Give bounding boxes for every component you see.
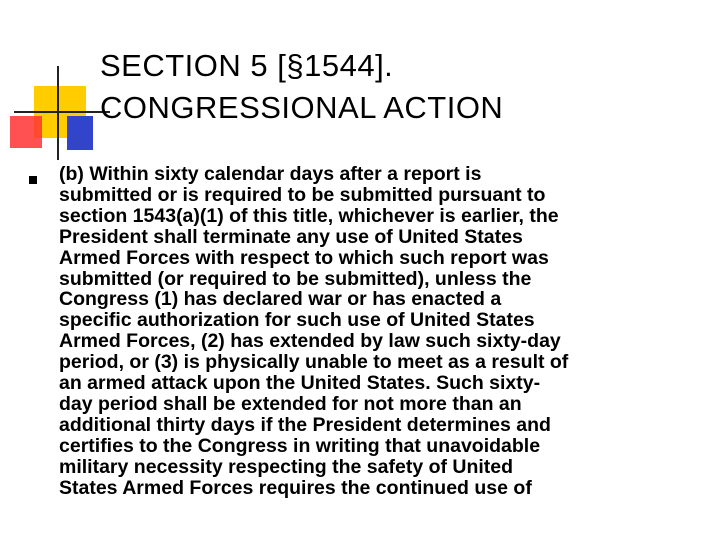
- red-square-decoration: [10, 116, 42, 148]
- paragraph-line: Congress (1) has declared war or has enacted a: [59, 288, 502, 311]
- paragraph-line: period, or (3) is physically unable to meet as a result of: [59, 351, 569, 374]
- paragraph-line: specific authorization for such use of United States: [59, 309, 535, 332]
- paragraph-line: Armed Forces, (2) has extended by law such sixty-day: [59, 330, 561, 353]
- paragraph-line: submitted (or required to be submitted), unless the: [59, 267, 532, 290]
- paragraph-line: certifies to the Congress in writing that unavoidable: [59, 434, 541, 457]
- slide-title-line: SECTION 5 [§1544].: [100, 48, 394, 83]
- paragraph-line: submitted or is required to be submitted pursuant to: [59, 183, 546, 206]
- paragraph-line: Armed Forces with respect to which such report was: [59, 246, 549, 269]
- horizontal-rule-decoration: [14, 111, 110, 113]
- square-bullet-icon: [29, 176, 37, 184]
- paragraph-line: day period shall be extended for not more than an: [59, 392, 522, 415]
- bullet-paragraph: [59, 164, 699, 499]
- slide-title-line: CONGRESSIONAL ACTION: [100, 90, 504, 125]
- paragraph-line: President shall terminate any use of United States: [59, 225, 523, 248]
- slide-corner-decoration-icon: [0, 0, 110, 170]
- paragraph-line: additional thirty days if the President determines and: [59, 413, 551, 436]
- paragraph-line: military necessity respecting the safety of United: [59, 455, 514, 478]
- paragraph-line: section 1543(a)(1) of this title, whichever is earlier, the: [59, 204, 559, 227]
- paragraph-line: (b) Within sixty calendar days after a report is: [59, 163, 482, 185]
- blue-square-decoration: [67, 116, 93, 150]
- paragraph-line: an armed attack upon the United States. Such sixty-: [59, 372, 541, 395]
- paragraph-line: States Armed Forces requires the continued use of: [59, 476, 532, 499]
- vertical-rule-decoration: [57, 66, 59, 160]
- slide-title: [100, 45, 700, 129]
